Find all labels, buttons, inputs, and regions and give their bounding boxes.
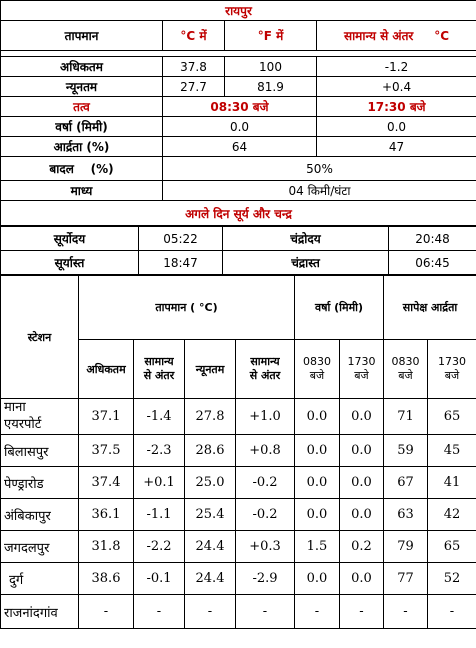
max-header: अधिकतम	[79, 340, 134, 399]
station-h2: 41	[428, 467, 476, 499]
sunset-label: सूर्यास्त	[1, 251, 139, 275]
station-dmax: +0.1	[134, 467, 185, 499]
station-name: बिलासपुर	[1, 435, 79, 467]
rain-0830-header: 0830 बजे	[295, 340, 340, 399]
station-name: पेण्ड्रारोड	[1, 467, 79, 499]
station-r2: 0.0	[340, 563, 384, 595]
dev-min-header: सामान्य से अंतर	[236, 340, 295, 399]
station-r1: 0.0	[295, 399, 340, 435]
temp-header-dev: सामान्य से अंतर °C	[317, 21, 476, 51]
cloud-label: बादल (%)	[1, 157, 163, 181]
temp-header-label: तापमान	[1, 21, 163, 51]
station-dmax: -2.3	[134, 435, 185, 467]
station-name: अंबिकापुर	[1, 499, 79, 531]
station-name: दुर्ग	[1, 563, 79, 595]
temp-row-dev: -1.2	[317, 57, 476, 77]
station-h1: 63	[384, 499, 428, 531]
table-row	[1, 595, 476, 629]
temp-row-c: 37.8	[163, 57, 225, 77]
station-h2: 65	[428, 531, 476, 563]
station-r2: 0.0	[340, 499, 384, 531]
station-r1: -	[295, 595, 340, 629]
elements-header-t1: 08:30 बजे	[163, 97, 317, 117]
sunset-value: 18:47	[139, 251, 223, 275]
station-min: 28.6	[185, 435, 236, 467]
station-r1: 1.5	[295, 531, 340, 563]
temp-header-c: °C में	[163, 21, 225, 51]
station-r2: 0.0	[340, 435, 384, 467]
station-max: 37.1	[79, 399, 134, 435]
moonset-value: 06:45	[389, 251, 476, 275]
elements-row-v1: 0.0	[163, 117, 317, 137]
moonrise-value: 20:48	[389, 227, 476, 251]
city-weather-table	[0, 0, 476, 226]
elements-row-v2: 47	[317, 137, 476, 157]
station-rows	[1, 399, 476, 629]
station-dmax: -1.1	[134, 499, 185, 531]
station-min: 25.0	[185, 467, 236, 499]
min-header: न्यूनतम	[185, 340, 236, 399]
station-dmin: +1.0	[236, 399, 295, 435]
station-r1: 0.0	[295, 467, 340, 499]
station-min: 25.4	[185, 499, 236, 531]
hum-0830-header: 0830 बजे	[384, 340, 428, 399]
humidity-group-header: सापेक्ष आर्द्रता	[384, 276, 476, 340]
elements-header-t2: 17:30 बजे	[317, 97, 476, 117]
station-h1: -	[384, 595, 428, 629]
table-row	[1, 531, 476, 563]
station-max: 38.6	[79, 563, 134, 595]
station-max: 36.1	[79, 499, 134, 531]
station-dmax: -0.1	[134, 563, 185, 595]
rain-group-header: वर्षा (मिमी)	[295, 276, 384, 340]
station-dmin: +0.3	[236, 531, 295, 563]
station-r2: 0.0	[340, 467, 384, 499]
station-h2: -	[428, 595, 476, 629]
temp-group-header: तापमान ( °C)	[79, 276, 295, 340]
temp-row-label: अधिकतम	[1, 57, 163, 77]
sunrise-label: सूर्योदय	[1, 227, 139, 251]
city-title: रायपुर	[1, 1, 476, 21]
station-min: 27.8	[185, 399, 236, 435]
table-row	[1, 499, 476, 531]
nextday-title: अगले दिन सूर्य और चन्द्र	[1, 201, 476, 226]
station-r1: 0.0	[295, 435, 340, 467]
station-r2: 0.0	[340, 399, 384, 435]
station-min: 24.4	[185, 563, 236, 595]
station-header: स्टेशन	[1, 276, 79, 399]
station-name: राजनांदगांव	[1, 595, 79, 629]
temp-row-label: न्यूनतम	[1, 77, 163, 97]
table-row	[1, 399, 476, 435]
station-dmin: -0.2	[236, 499, 295, 531]
station-h2: 52	[428, 563, 476, 595]
station-dmin: -	[236, 595, 295, 629]
station-name: जगदलपुर	[1, 531, 79, 563]
temp-header-f: °F में	[225, 21, 317, 51]
station-r2: 0.2	[340, 531, 384, 563]
elements-row-label: आर्द्रता (%)	[1, 137, 163, 157]
temp-row-dev: +0.4	[317, 77, 476, 97]
moonrise-label: चंद्रोदय	[223, 227, 389, 251]
elements-header-label: तत्व	[1, 97, 163, 117]
station-r1: 0.0	[295, 563, 340, 595]
station-r1: 0.0	[295, 499, 340, 531]
stations-table	[0, 275, 476, 629]
table-row	[1, 563, 476, 595]
station-dmax: -1.4	[134, 399, 185, 435]
station-h1: 59	[384, 435, 428, 467]
station-dmin: -2.9	[236, 563, 295, 595]
sun-moon-table	[0, 226, 476, 275]
medium-value: 04 किमी/घंटा	[163, 181, 476, 201]
station-h2: 65	[428, 399, 476, 435]
dev-max-header: सामान्य से अंतर	[134, 340, 185, 399]
station-max: 37.5	[79, 435, 134, 467]
elements-row-label: वर्षा (मिमी)	[1, 117, 163, 137]
station-dmin: +0.8	[236, 435, 295, 467]
medium-label: माध्य	[1, 181, 163, 201]
rain-1730-header: 1730 बजे	[340, 340, 384, 399]
station-h2: 45	[428, 435, 476, 467]
station-r2: -	[340, 595, 384, 629]
temp-row-f: 100	[225, 57, 317, 77]
cloud-value: 50%	[163, 157, 476, 181]
table-row	[1, 467, 476, 499]
station-max: -	[79, 595, 134, 629]
station-h2: 42	[428, 499, 476, 531]
station-dmin: -0.2	[236, 467, 295, 499]
temp-row-c: 27.7	[163, 77, 225, 97]
station-h1: 77	[384, 563, 428, 595]
station-name: माना एयरपोर्ट	[1, 399, 79, 435]
station-h1: 71	[384, 399, 428, 435]
temp-row-f: 81.9	[225, 77, 317, 97]
hum-1730-header: 1730 बजे	[428, 340, 476, 399]
moonset-label: चंद्रास्त	[223, 251, 389, 275]
table-row	[1, 435, 476, 467]
station-min: -	[185, 595, 236, 629]
station-h1: 79	[384, 531, 428, 563]
sunrise-value: 05:22	[139, 227, 223, 251]
station-h1: 67	[384, 467, 428, 499]
station-dmax: -2.2	[134, 531, 185, 563]
station-max: 37.4	[79, 467, 134, 499]
station-dmax: -	[134, 595, 185, 629]
elements-row-v1: 64	[163, 137, 317, 157]
elements-row-v2: 0.0	[317, 117, 476, 137]
station-min: 24.4	[185, 531, 236, 563]
station-max: 31.8	[79, 531, 134, 563]
